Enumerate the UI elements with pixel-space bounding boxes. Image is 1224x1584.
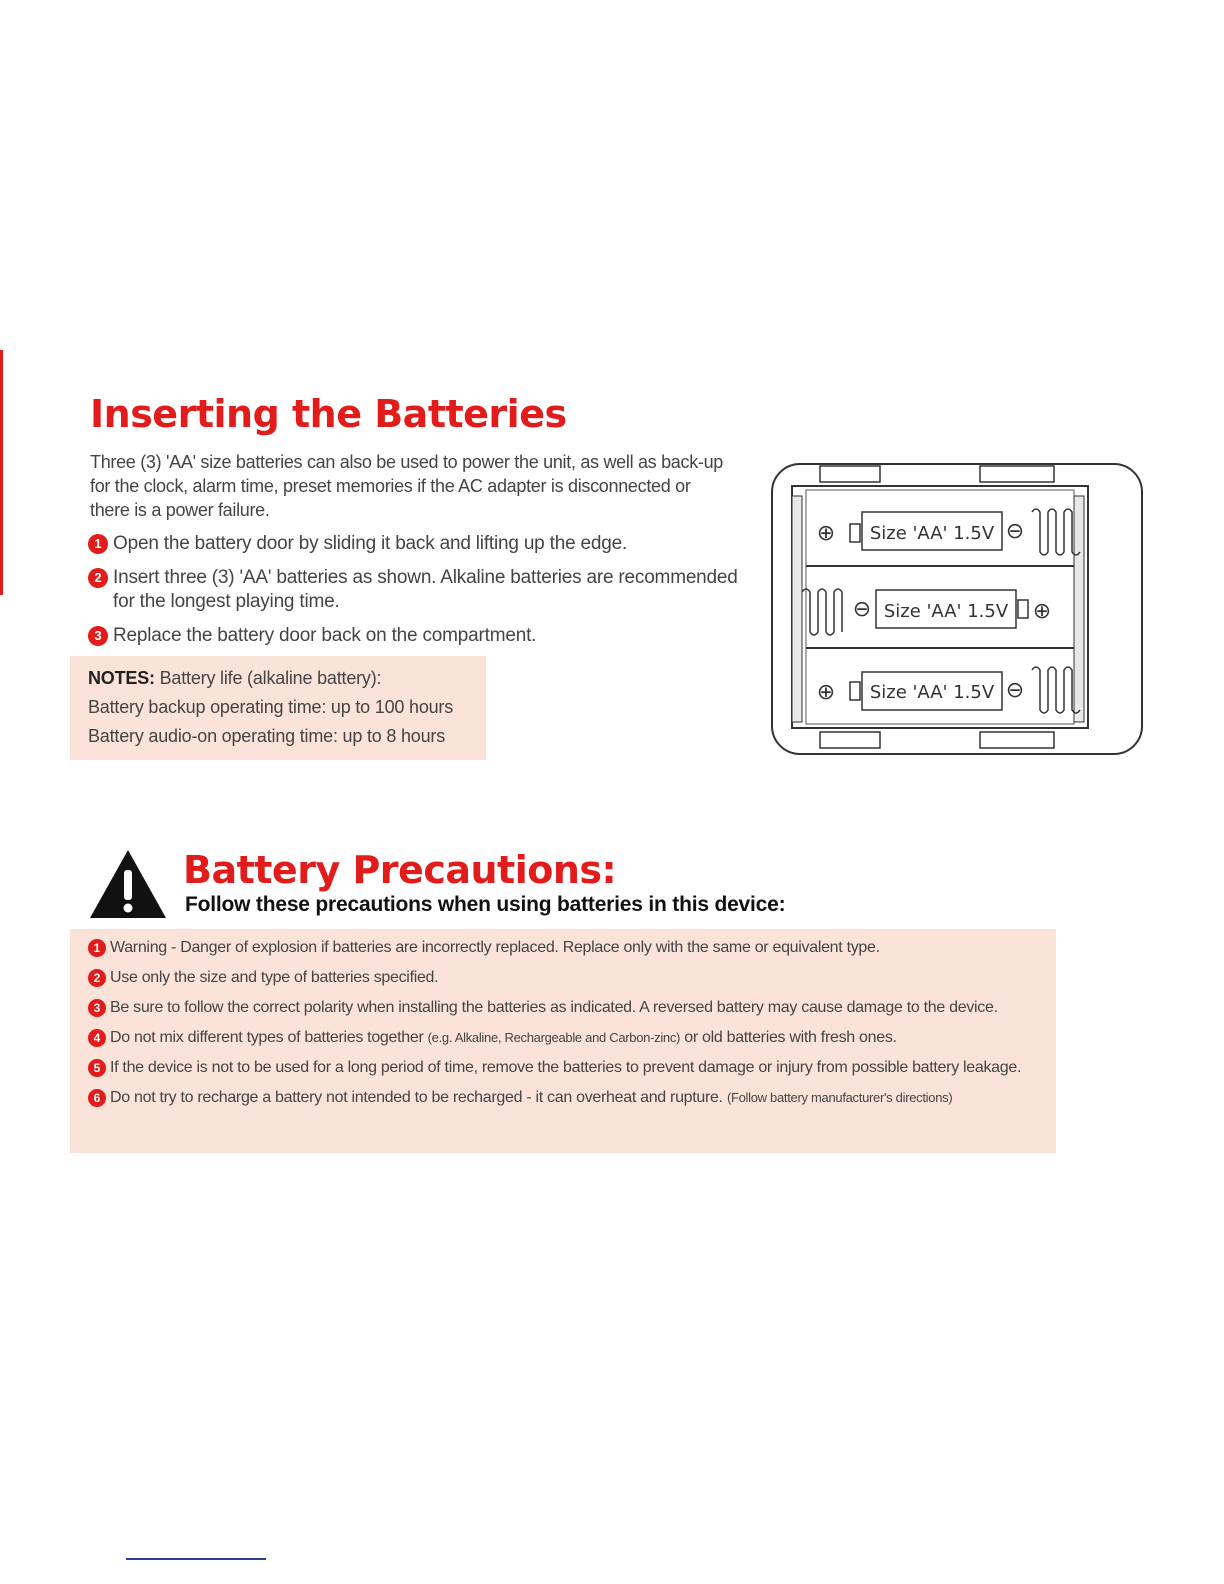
precaution-number-badge: 5 [88, 1059, 106, 1077]
page-edge-mark [0, 350, 3, 595]
step-text: Open the battery door by sliding it back and lifting up the edge. [113, 533, 628, 554]
warning-icon [88, 848, 168, 920]
precaution-number-badge: 3 [88, 999, 106, 1017]
battery-label: Size 'AA' 1.5V [869, 682, 995, 703]
precaution-text-small: (Follow battery manufacturer's directions) [726, 1090, 953, 1105]
precaution-text: Do not try to recharge a battery not intended to be recharged - it can overheat and rupture. [110, 1089, 727, 1106]
minus-icon: ⊖ [852, 597, 872, 622]
battery-compartment-diagram [770, 462, 1144, 756]
precaution-text: Warning - Danger of explosion if batteries are incorrectly replaced. Replace only with the same or equivalent type. [110, 939, 880, 956]
precaution-text: If the device is not to be used for a long period of time, remove the batteries to prevent damage or injury from possible battery leakage. [110, 1059, 1022, 1076]
precaution-number-badge: 1 [88, 939, 106, 957]
step-number-badge: 1 [88, 534, 108, 554]
inserting-title: Inserting the Batteries [90, 392, 567, 436]
step-number-badge: 2 [88, 568, 108, 588]
precautions-subtitle: Follow these precautions when using batteries in this device: [185, 893, 786, 916]
notes-heading [88, 664, 486, 693]
precaution-text: or old batteries with fresh ones. [680, 1029, 897, 1046]
precaution-item-2 [88, 967, 1036, 989]
notes-heading-text: Battery life (alkaline battery): [159, 668, 382, 688]
inserting-step-1 [88, 532, 738, 556]
inserting-steps [88, 532, 738, 658]
step-text: Insert three (3) 'AA' batteries as shown. Alkaline batteries are recommended for the longest playing time. [113, 567, 738, 612]
notes-line-backup: Battery backup operating time: up to 100 hours [88, 697, 454, 717]
precaution-number-badge: 6 [88, 1089, 106, 1107]
precaution-item-1 [88, 937, 1036, 959]
precaution-number-badge: 4 [88, 1029, 106, 1047]
precautions-box [70, 929, 1056, 1153]
precaution-item-3 [88, 997, 1036, 1019]
minus-icon: ⊖ [1005, 678, 1025, 703]
notes-line-audio: Battery audio-on operating time: up to 8 hours [88, 726, 446, 746]
precaution-text-small: (e.g. Alkaline, Rechargeable and Carbon-zinc) [427, 1030, 681, 1045]
inserting-step-3 [88, 624, 738, 648]
precaution-item-5 [88, 1057, 1036, 1079]
precautions-list [88, 937, 1036, 1109]
precautions-title: Battery Precautions: [183, 848, 617, 892]
precaution-text: Do not mix different types of batteries together [110, 1029, 428, 1046]
battery-label: Size 'AA' 1.5V [883, 601, 1009, 622]
footer-rule [126, 1558, 266, 1560]
step-text: Replace the battery door back on the compartment. [113, 625, 537, 646]
minus-icon: ⊖ [1005, 519, 1025, 544]
step-number-badge: 3 [88, 626, 108, 646]
inserting-intro: Three (3) 'AA' size batteries can also be used to power the unit, as well as back-up for the clock, alarm time, preset memories if the AC adapter is disconnected or there is a power failure. [90, 452, 724, 520]
battery-label: Size 'AA' 1.5V [869, 523, 995, 544]
precaution-item-4 [88, 1027, 1036, 1049]
battery-life-notes [70, 656, 486, 760]
precaution-text: Use only the size and type of batteries specified. [110, 969, 439, 986]
plus-icon: ⊕ [816, 680, 836, 705]
notes-label: NOTES: [88, 668, 155, 688]
plus-icon: ⊕ [816, 521, 836, 546]
inserting-step-2 [88, 566, 738, 614]
precaution-item-6 [88, 1087, 1036, 1109]
precaution-text: Be sure to follow the correct polarity when installing the batteries as indicated. A reversed battery may cause damage to the device. [110, 999, 998, 1016]
precaution-number-badge: 2 [88, 969, 106, 987]
plus-icon: ⊕ [1032, 599, 1052, 624]
